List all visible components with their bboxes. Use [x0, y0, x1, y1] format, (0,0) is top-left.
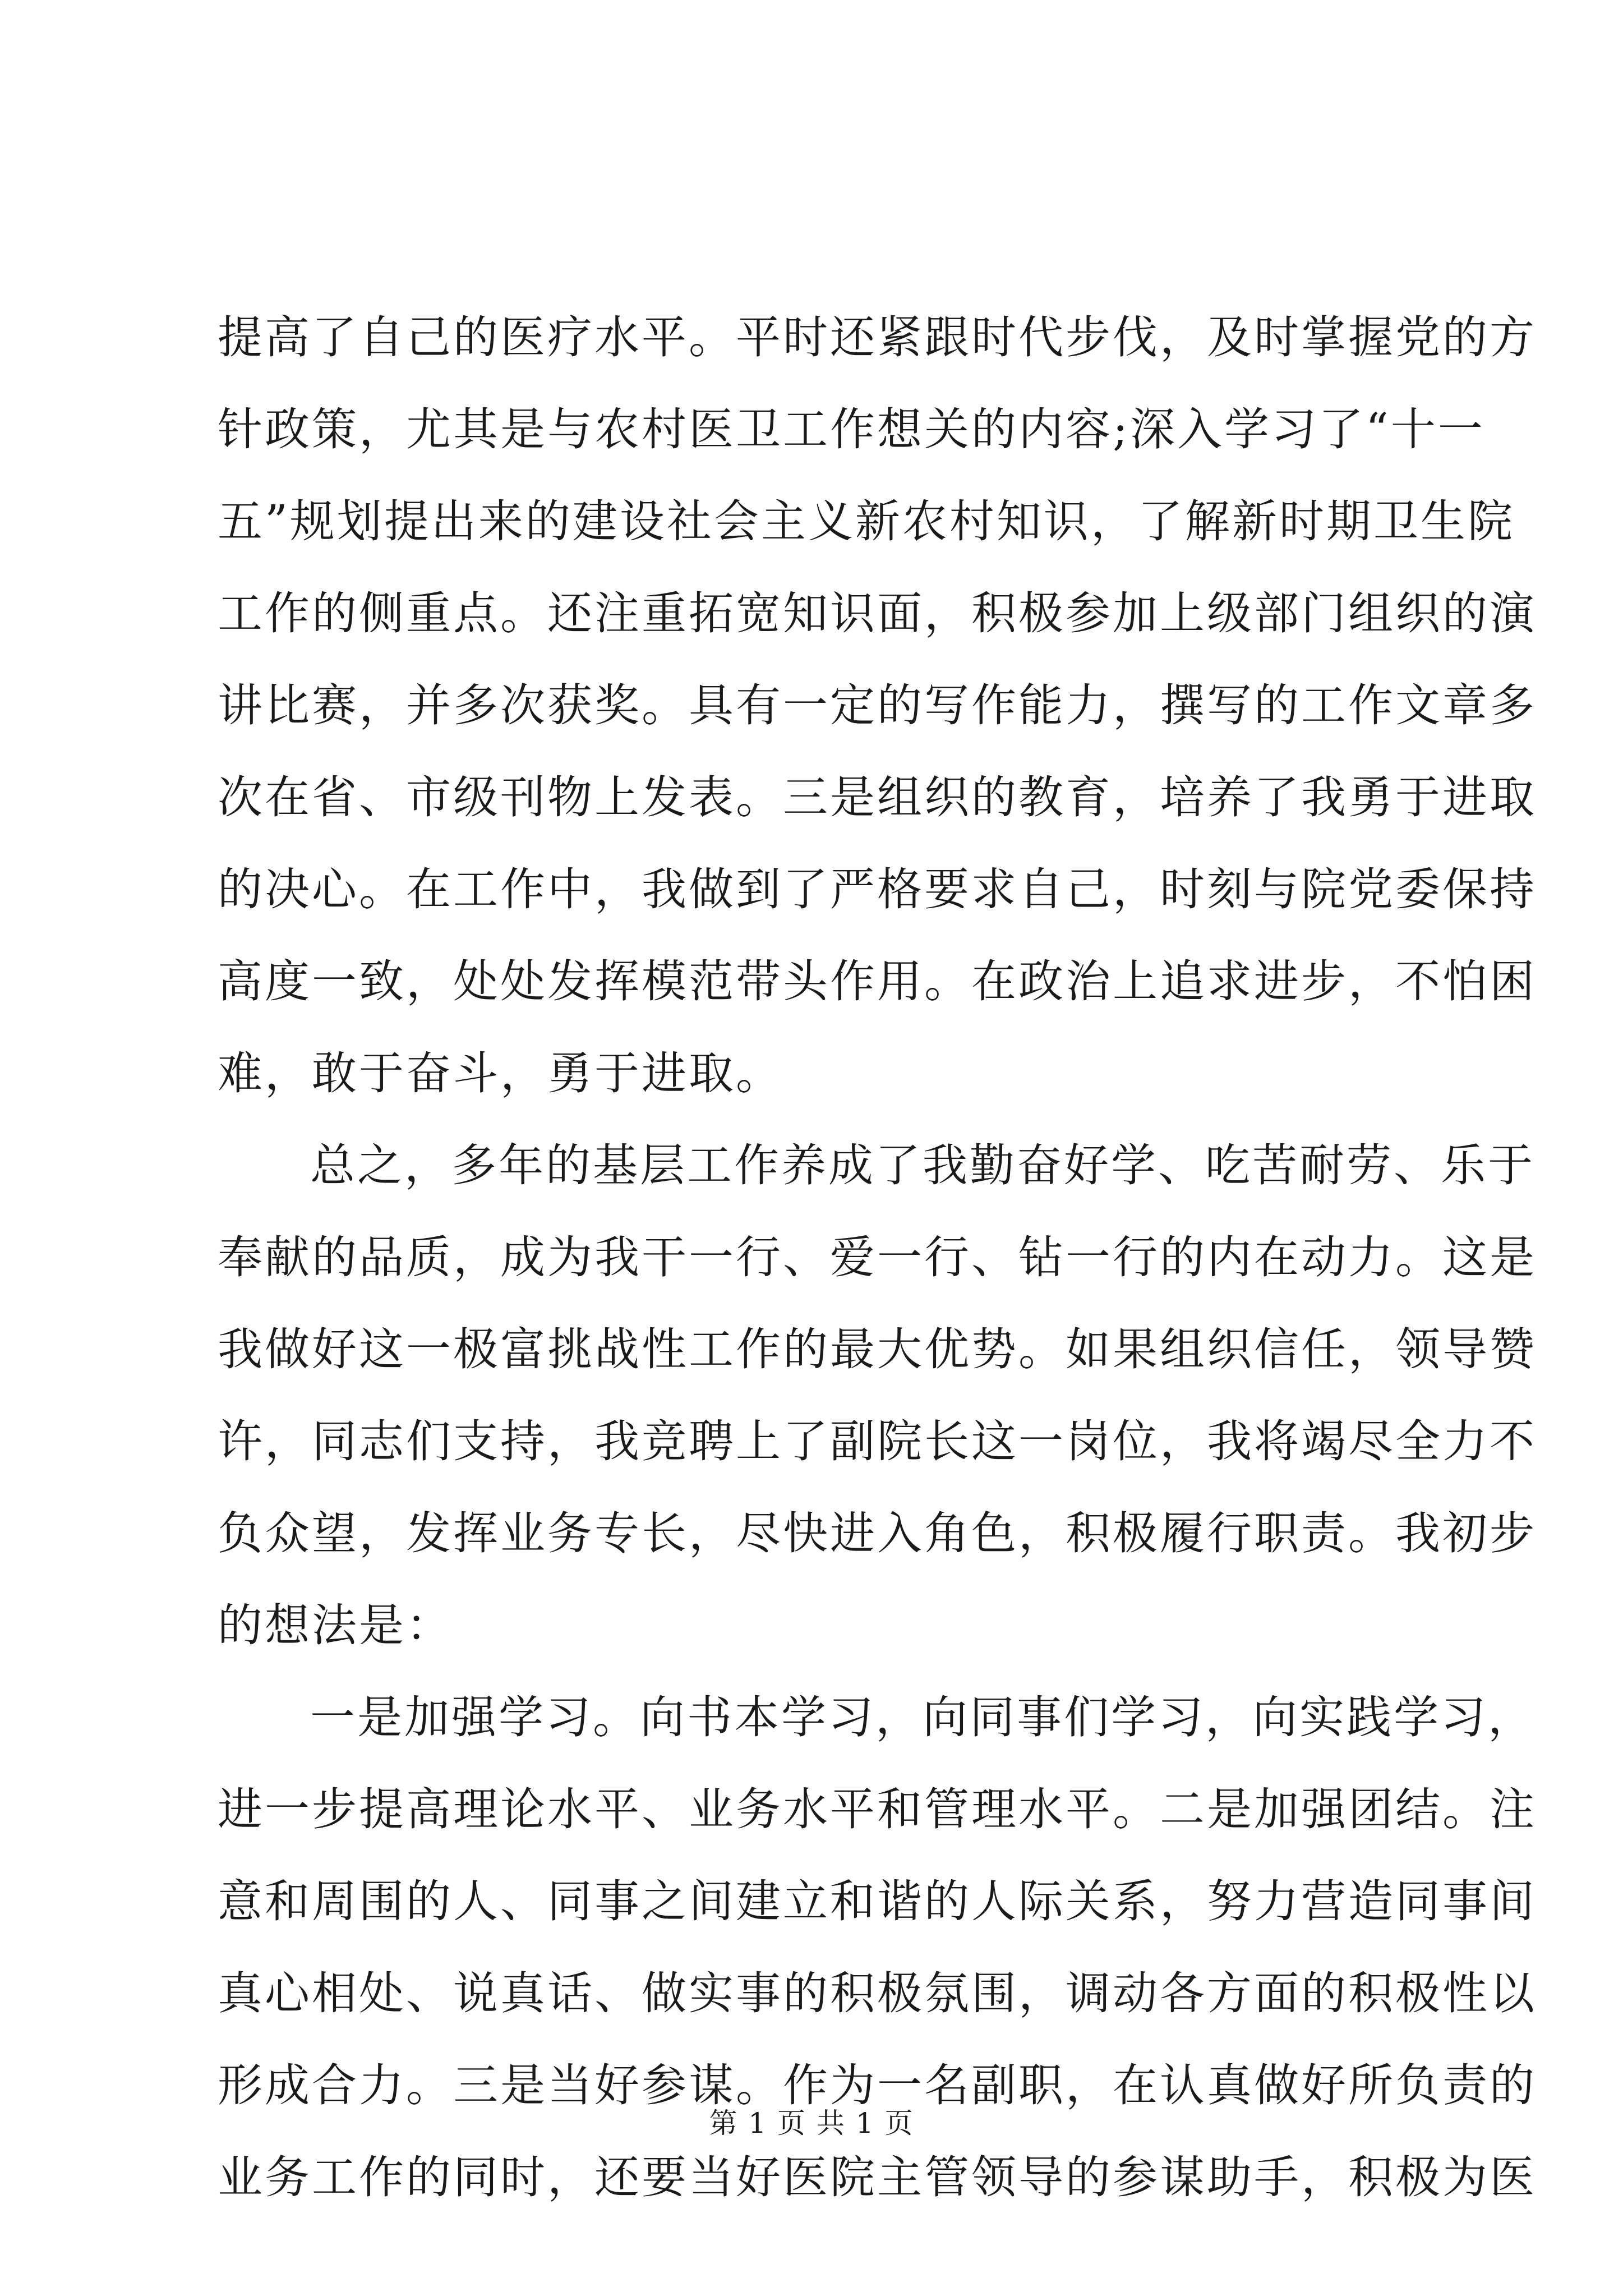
- text-line: 许，同志们支持，我竞聘上了副院长这一岗位，我将竭尽全力不: [218, 1415, 1537, 1467]
- text-line: 我做好这一极富挑战性工作的最大优势。如果组织信任，领导赞: [218, 1323, 1537, 1375]
- text-line: 业务工作的同时，还要当好医院主管领导的参谋助手，积极为医: [218, 2151, 1537, 2203]
- text-line: 针政策，尤其是与农村医卫工作想关的内容;深入学习了“十一: [218, 403, 1485, 455]
- text-line: 真心相处、说真话、做实事的积极氛围，调动各方面的积极性以: [218, 1967, 1537, 2019]
- text-line: 工作的侧重点。还注重拓宽知识面，积极参加上级部门组织的演: [218, 587, 1537, 639]
- text-line: 形成合力。三是当好参谋。作为一名副职，在认真做好所负责的: [218, 2059, 1537, 2111]
- page-number-footer: 第 1 页 共 1 页: [709, 2107, 914, 2139]
- text-line: 总之，多年的基层工作养成了我勤奋好学、吃苦耐劳、乐于: [310, 1139, 1535, 1191]
- text-line: 次在省、市级刊物上发表。三是组织的教育，培养了我勇于进取: [218, 771, 1537, 823]
- paragraph-1: [218, 292, 1537, 1120]
- text-line: 提高了自己的医疗水平。平时还紧跟时代步伐，及时掌握党的方: [218, 311, 1537, 364]
- text-line: 进一步提高理论水平、业务水平和管理水平。二是加强团结。注: [218, 1783, 1537, 1835]
- paragraph-2: [218, 1120, 1537, 1672]
- text-line: 意和周围的人、同事之间建立和谐的人际关系，努力营造同事间: [218, 1875, 1537, 1927]
- text-line: 的决心。在工作中，我做到了严格要求自己，时刻与院党委保持: [218, 863, 1537, 915]
- text-line: 的想法是：: [218, 1599, 453, 1651]
- text-line: 五”规划提出来的建设社会主义新农村知识，了解新时期卫生院: [218, 495, 1515, 547]
- text-line: 负众望，发挥业务专长，尽快进入角色，积极履行职责。我初步: [218, 1507, 1537, 1559]
- text-line: 奉献的品质，成为我干一行、爱一行、钻一行的内在动力。这是: [218, 1231, 1537, 1283]
- text-line: 难，敢于奋斗，勇于进取。: [218, 1047, 783, 1099]
- document-body: [218, 292, 1537, 2224]
- text-line: 高度一致，处处发挥模范带头作用。在政治上追求进步，不怕困: [218, 955, 1537, 1007]
- text-line: 讲比赛，并多次获奖。具有一定的写作能力，撰写的工作文章多: [218, 679, 1537, 731]
- text-line: 一是加强学习。向书本学习，向同事们学习，向实践学习，: [310, 1691, 1535, 1743]
